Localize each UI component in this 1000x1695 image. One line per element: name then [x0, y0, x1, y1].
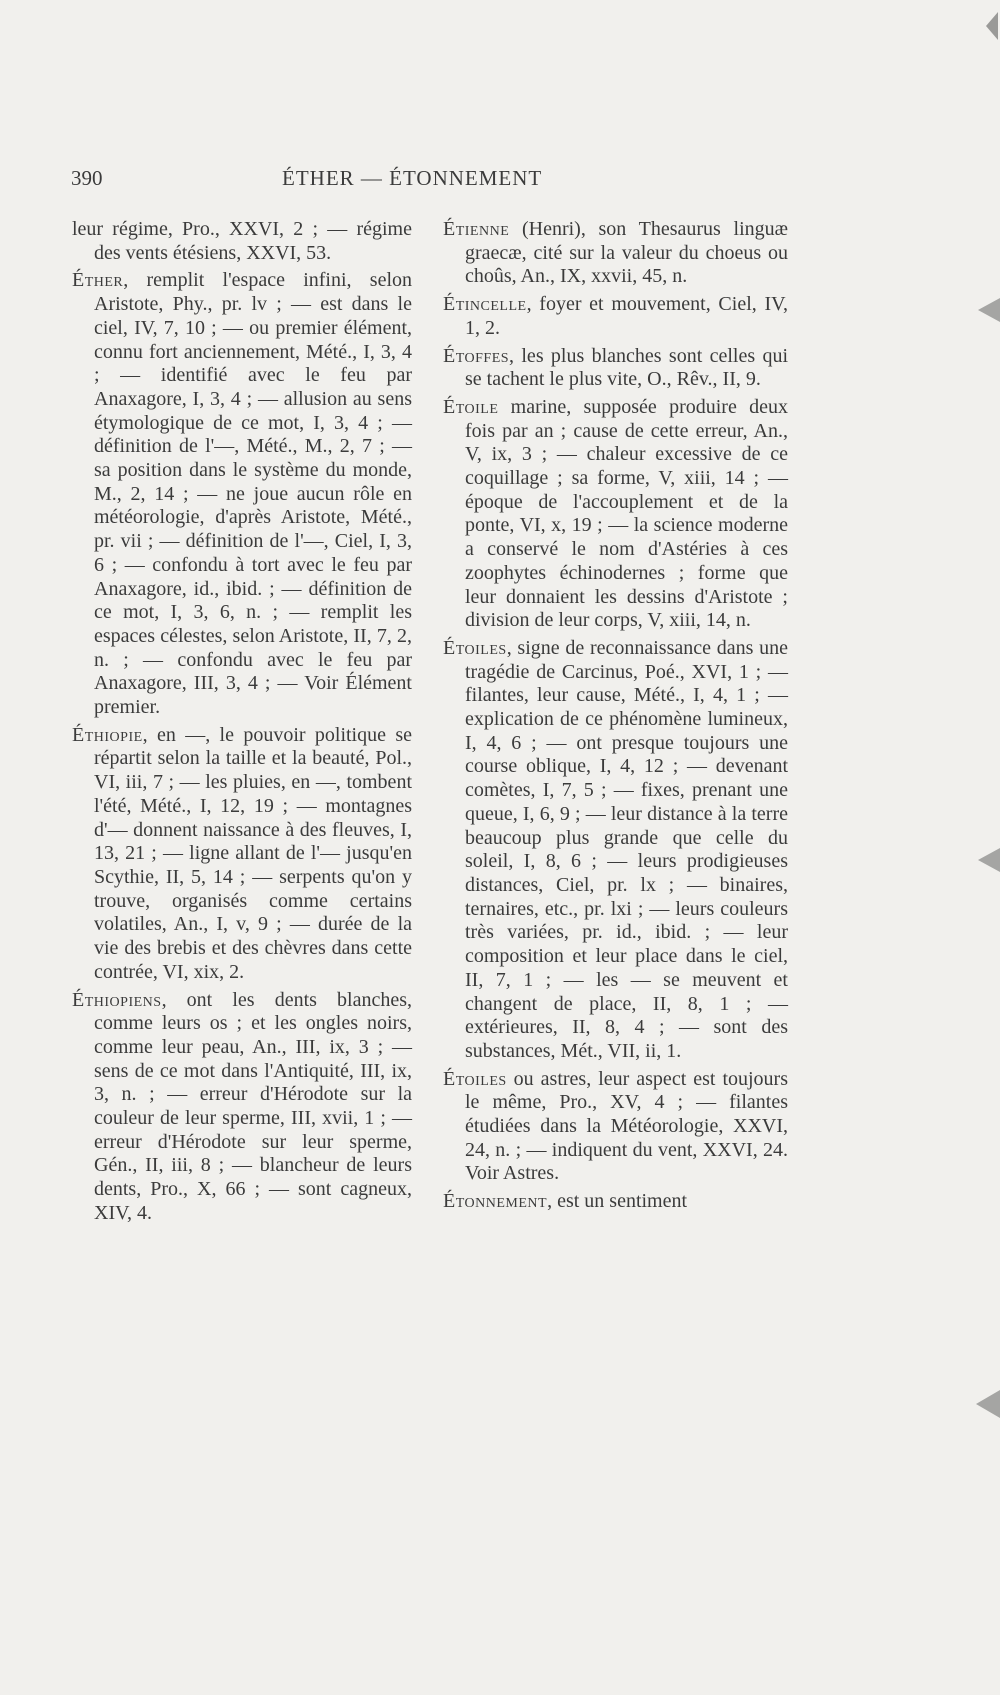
index-entry [443, 396, 788, 633]
page-edge-mark [978, 848, 1000, 872]
entry-text: , est un sentiment [547, 1190, 688, 1213]
index-entry [72, 218, 412, 265]
entry-text: , signe de reconnaissance dans une tragédie de Carcinus, Poé., XVI, 1 ; — filantes, leur cause, Mété., I, 4, 1 ; — explication de ce phénomène lumineux, I, 4, 6 ; — ont presque toujours une course oblique, I, 4, 12 ; — devenant comètes, I, 7, 5 ; — fixes, prenant une queue, I, 6, 9 ; — leur distance à la terre beaucoup plus grande que celle du soleil, I, 8, 6 ; — leurs prodigieuses distances, Ciel, pr. lx ; — binaires, ternaires, etc., pr. lxi ; — leurs couleurs très variées, pr. id., ibid. ; — leur composition et leur place dans le ciel, II, 7, 1 ; — les — se meuvent et changent de place, II, 8, 1 ; — extérieures, II, 8, 4 ; — sont des substances, Mét., VII, ii, 1. [465, 636, 788, 1062]
entry-headword: Éther [72, 269, 124, 292]
entry-headword: Éthiopie [72, 723, 143, 746]
entry-text: , les plus blanches sont celles qui se tachent le plus vite, O., Rêv., II, 9. [465, 344, 788, 391]
entry-text: , ont les dents blanches, comme leurs os ; et les ongles noirs, comme leur peau, An., III, ix, 3 ; — sens de ce mot dans l'Antiquité, III, ix, 3, n. ; — erreur d'Hérodote sur la couleur de leur sperme, III, xvii, 1 ; — erreur d'Hérodote sur leur sperme, Gén., II, iii, 8 ; — blancheur de leurs dents, Pro., X, 66 ; — sont cagneux, XIV, 4. [94, 988, 412, 1224]
page-number: 390 [71, 166, 103, 190]
entry-headword: Étoiles [443, 1067, 507, 1090]
index-entry [72, 989, 412, 1226]
entry-text: (Henri), son Thesaurus linguæ graecæ, cité sur la valeur du choeus ou choûs, An., IX, xxvii, 45, n. [465, 218, 788, 288]
entry-headword: Étoffes [443, 344, 510, 367]
running-head: ÉTHER — ÉTONNEMENT [282, 166, 543, 190]
page-edge-mark [976, 1390, 1000, 1418]
entry-text: , en —, le pouvoir politique se répartit selon la taille et la beauté, Pol., VI, iii, 7 ; — les pluies, en —, tombent l'été, Mété., I, 12, 19 ; — montagnes d'— donnent naissance à des fleuves, I, 13, 21 ; — ligne allant de l'— jusqu'en Scythie, II, 5, 14 ; — serpents qu'on y trouve, organisés comme certains volatiles, An., I, v, 9 ; — durée de la vie des brebis et des chèvres dans cette contrée, VI, xix, 2. [94, 723, 412, 983]
entry-headword: Étincelle [443, 293, 527, 316]
index-entry [443, 293, 788, 340]
entry-text: ou astres, leur aspect est toujours le même, Pro., XV, 4 ; — filantes étudiées dans la Météorologie, XXVI, 24, n. ; — indiquent du vent, XXVI, 24. Voir Astres. [465, 1067, 788, 1185]
right-column [443, 218, 788, 1218]
entry-headword: Éthiopiens [72, 988, 162, 1011]
entry-text: marine, supposée produire deux fois par an ; cause de cette erreur, An., V, ix, 3 ; — chaleur excessive de ce coquillage ; sa forme, V, xiii, 14 ; — époque de l'accouplement et de la ponte, VI, x, 19 ; — la science moderne a conservé le nom d'Astéries à ces zoophytes échinodernes ; forme que leur donnaient les dessins d'Aristote ; division de leur corps, V, xiii, 14, n. [465, 395, 788, 632]
page-edge-mark [978, 298, 1000, 322]
page-edge-mark [986, 12, 998, 40]
index-entry [443, 1068, 788, 1187]
index-entry [443, 637, 788, 1064]
entry-headword: Étoile [443, 395, 499, 418]
index-entry [443, 218, 788, 289]
index-entry [443, 1190, 788, 1214]
entry-headword: Étonnement [443, 1190, 548, 1213]
index-entry [443, 345, 788, 392]
entry-headword: Étoiles [443, 636, 507, 659]
entry-text: leur régime, Pro., XXVI, 2 ; — régime des vents étésiens, XXVI, 53. [72, 218, 412, 264]
index-entry [72, 269, 412, 719]
left-column [72, 218, 412, 1230]
entry-text: , foyer et mouvement, Ciel, IV, 1, 2. [465, 293, 788, 339]
entry-headword: Étienne [443, 218, 510, 240]
entry-text: , remplit l'espace infini, selon Aristote, Phy., pr. lv ; — est dans le ciel, IV, 7, 10 ; — ou premier élément, connu fort anciennement, Mété., I, 3, 4 ; — identifié avec le feu par Anaxagore, I, 3, 4 ; — allusion au sens étymologique de ce mot, I, 3, 4 ; — définition de l'—, Mété., M., 2, 7 ; — sa position dans le système du monde, M., 2, 14 ; — ne joue aucun rôle en météorologie, d'après Aristote, Mété., pr. vii ; — définition de l'—, Ciel, I, 3, 6 ; — confondu à tort avec le feu par Anaxagore, id., ibid. ; — définition de ce mot, I, 3, 6, n. ; — remplit les espaces célestes, selon Aristote, II, 7, 2, n. ; — confondu avec le feu par Anaxagore, III, 3, 4 ; — Voir Élément premier. [94, 269, 412, 719]
index-entry [72, 724, 412, 985]
